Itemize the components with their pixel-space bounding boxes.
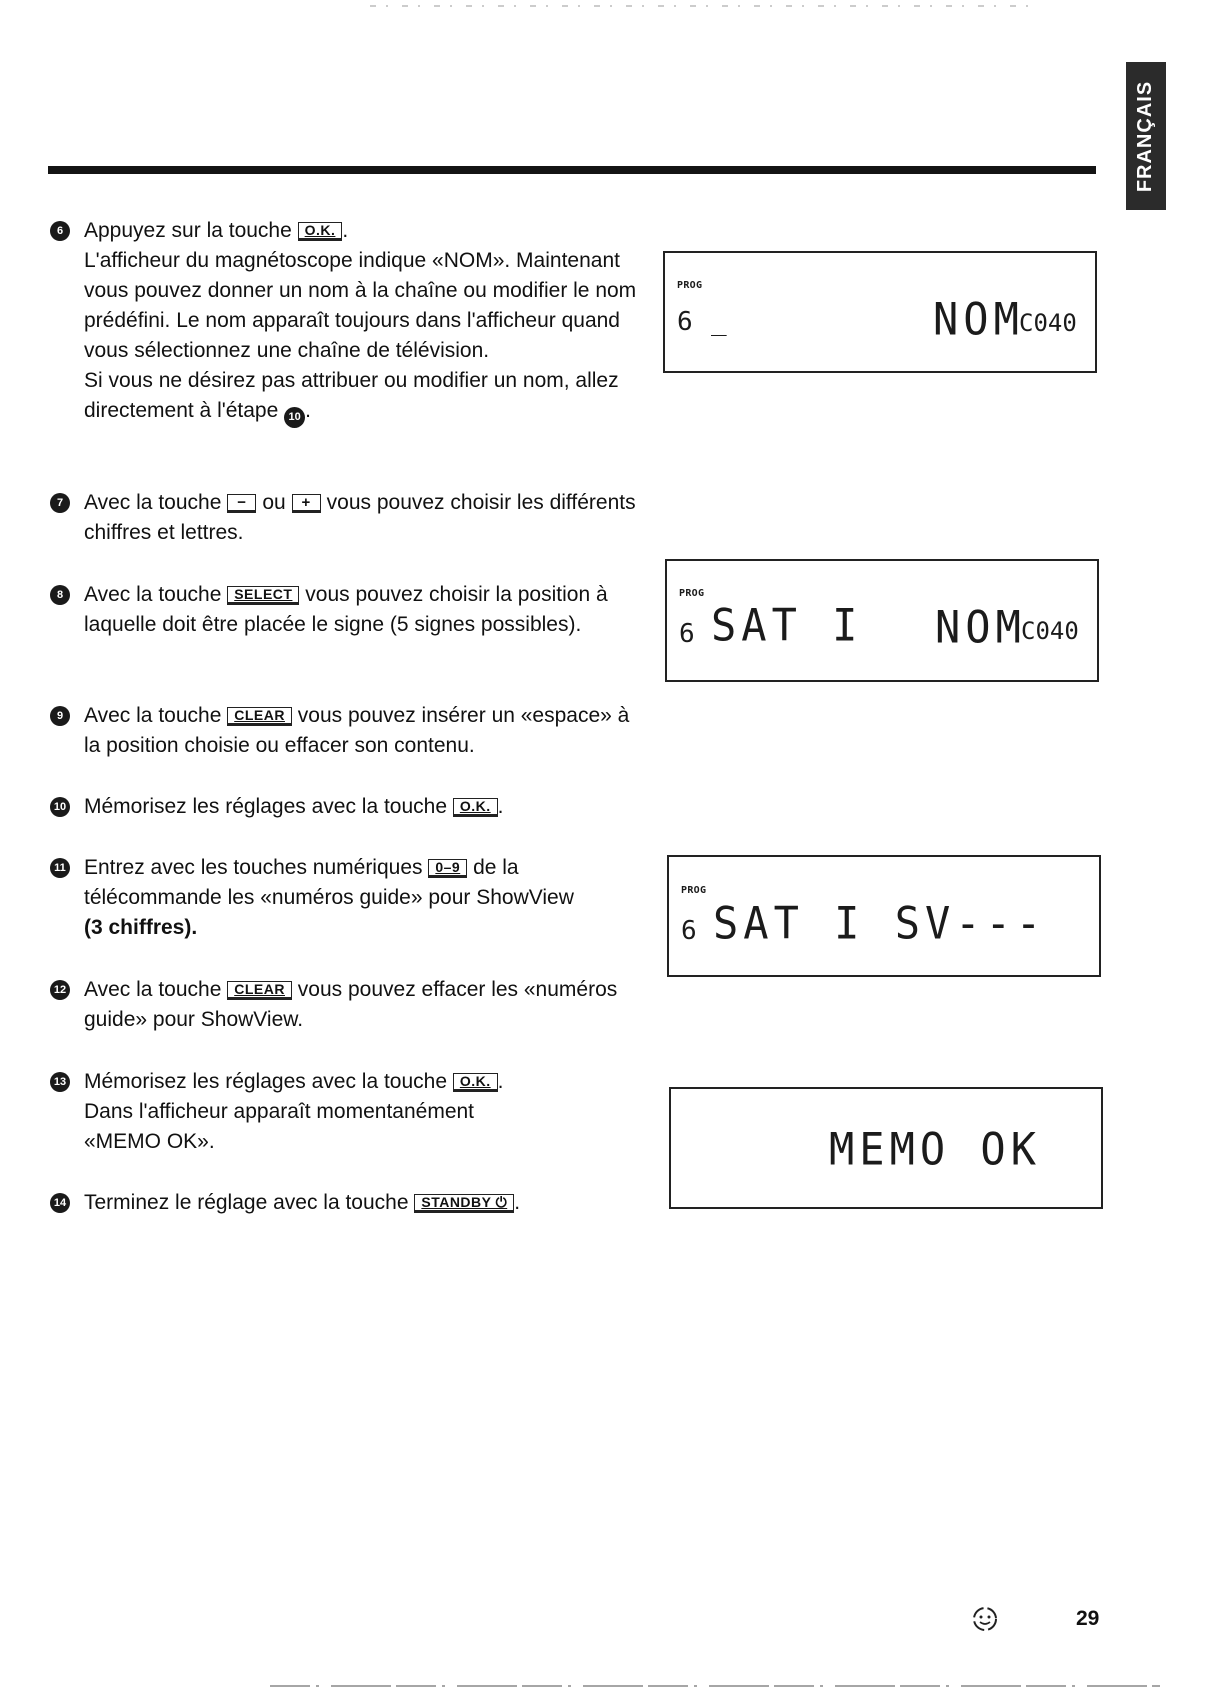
minus-key: − [227,494,256,513]
display-text: SAT I SV--- [713,897,1047,950]
page-number: 29 [1076,1607,1100,1630]
step-text: Entrez avec les touches numériques [84,856,423,879]
step-number-badge: 14 [50,1193,70,1213]
step-text: . [342,219,349,242]
select-key: SELECT [227,586,299,605]
step-text: . [497,795,504,818]
step-text: Si vous ne désirez pas attribuer ou modifier un nom, allez directement à l'étape [84,369,619,422]
step-text: Mémorisez les réglages avec la touche [84,1070,448,1093]
step-7 [50,488,650,548]
step-text: Avec la touche [84,978,222,1001]
step-text: Appuyez sur la touche [84,219,292,242]
scan-artifact-bottom [0,1684,1221,1688]
vcr-display-sat1-nom [665,559,1099,682]
display-text: SAT I [711,599,863,652]
step-number-badge: 11 [50,858,70,878]
step-12 [50,975,650,1035]
display-text: _ [711,307,727,337]
language-tab-label: FRANÇAIS [1134,80,1157,192]
step-reference-badge: 10 [284,407,305,428]
step-14 [50,1188,650,1218]
step-10 [50,792,650,822]
step-text: Avec la touche [84,704,222,727]
step-8 [50,580,650,640]
step-paragraph: L'afficheur du magnétoscope indique «NOM». Maintenant vous pouvez donner un nom à la chaîne ou modifier le nom prédéfini. Le nom apparaît toujours dans l'afficheur quand vous sélectionnez une chaîne de télévision. [84,249,637,362]
step-text: . [497,1070,504,1093]
recycle-smiley-icon [970,1604,1000,1634]
step-text: Avec la touche [84,491,222,514]
vcr-display-nom [663,251,1097,373]
ok-key: O.K. [298,222,343,241]
step-text: Mémorisez les réglages avec la touche [84,795,448,818]
display-channel-code: C040 [1019,309,1077,337]
step-text: Terminez le réglage avec la touche [84,1191,409,1214]
step-text: vous pouvez insérer un «espace» à la position choisie ou effacer son contenu. [84,704,630,757]
step-number-badge: 12 [50,980,70,1000]
step-9 [50,701,650,761]
display-text: MEMO OK [829,1123,1042,1176]
step-text: ou [262,491,286,514]
plus-key: + [292,494,321,513]
step-text: vous pouvez choisir les différents chiffres et lettres. [84,491,636,544]
step-number-badge: 6 [50,221,70,241]
step-number-badge: 8 [50,585,70,605]
display-channel-code: C040 [1021,617,1079,645]
display-channel: 6 [679,619,695,649]
step-number-badge: 10 [50,797,70,817]
language-tab [1126,62,1166,210]
scan-artifact-top [0,4,1221,8]
standby-key: STANDBY ⏻ [414,1194,514,1213]
clear-key: CLEAR [227,707,292,726]
display-name-field: NOM [935,601,1026,654]
step-6 [50,216,650,428]
header-rule [48,166,1096,174]
display-channel: 6 [681,916,697,946]
prog-label: PROG [677,280,703,291]
prog-label: PROG [681,885,707,896]
step-11 [50,853,650,943]
step-text: vous pouvez choisir la position à laquelle doit être placée le signe (5 signes possibles). [84,583,608,636]
step-text: vous pouvez effacer les «numéros guide» pour ShowView. [84,978,618,1031]
vcr-display-showview [667,855,1101,977]
step-13 [50,1067,650,1157]
step-text: . [514,1191,521,1214]
clear-key: CLEAR [227,981,292,1000]
ok-key: O.K. [453,1073,498,1092]
step-number-badge: 13 [50,1072,70,1092]
digits-key: 0–9 [428,859,467,878]
step-text: de la télécommande les «numéros guide» pour ShowView [84,856,574,909]
step-text: . [305,399,311,422]
prog-label: PROG [679,588,705,599]
step-emphasis: (3 chiffres). [84,916,198,939]
step-number-badge: 9 [50,706,70,726]
step-number-badge: 7 [50,493,70,513]
display-channel: 6 [677,307,693,337]
step-paragraph: Dans l'afficheur apparaît momentanément «MEMO OK». [84,1100,475,1153]
ok-key: O.K. [453,798,498,817]
step-text: Avec la touche [84,583,222,606]
display-name-field: NOM [933,293,1024,346]
vcr-display-memo-ok [669,1087,1103,1209]
